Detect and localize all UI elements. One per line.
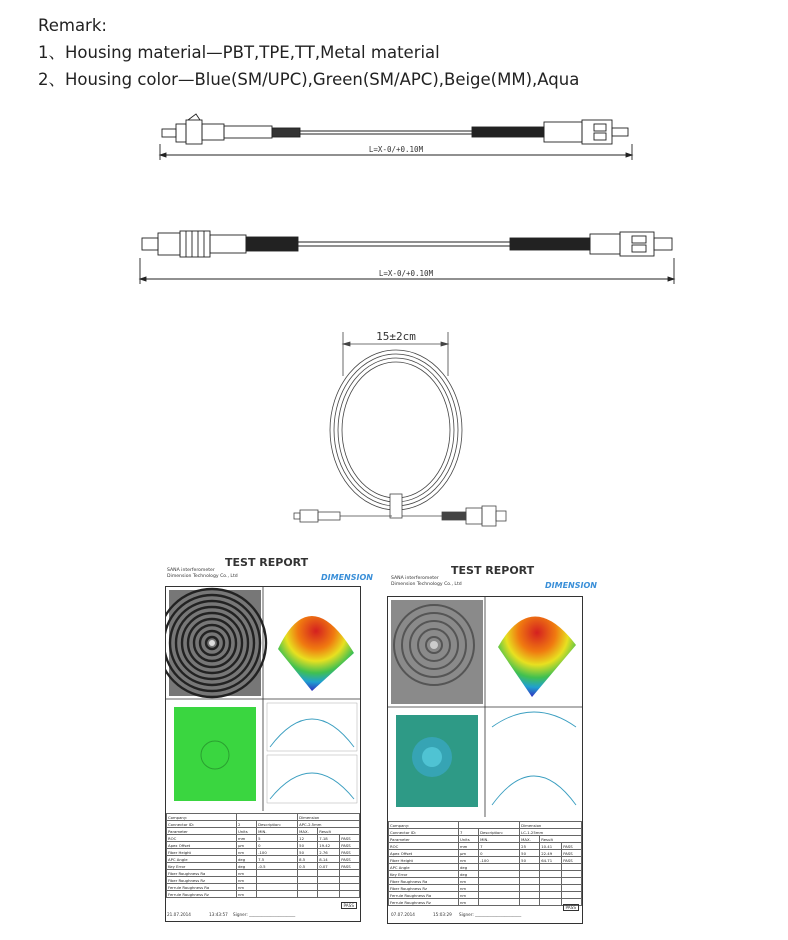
report-subtitle: SANA interferometer Dimension Technology Co., Ltd — [167, 568, 238, 579]
remark-title: Remark: — [38, 16, 107, 35]
coil-drawing — [0, 318, 788, 528]
table-row: Key Error deg — [389, 871, 582, 878]
lc-housing — [186, 120, 202, 144]
report-images — [166, 587, 360, 811]
fc-ferrule — [142, 238, 158, 250]
pass-stamp: PASS — [341, 902, 357, 909]
table-row: ROC mm 7 25 10.41 PASS — [389, 843, 582, 850]
table-row: ROC mm 5 12 7.18 PASS — [167, 835, 360, 842]
sc-boot — [510, 238, 590, 250]
report-title: TEST REPORT — [451, 564, 535, 577]
fc-boot — [246, 237, 298, 251]
profile-curves — [492, 712, 576, 805]
report-signer: Signer: ______________________ — [459, 912, 522, 917]
length-label-2: L=X-0/+0.10M — [378, 269, 434, 278]
lc-ferrule — [162, 129, 176, 137]
dimension-logo: DIMENSION — [321, 573, 373, 582]
remark-line-material: 1、Housing material—PBT,TPE,TT,Metal material — [38, 43, 440, 62]
parameter-table: Company: Dimension Connector ID: 7 Description: LC-1.25mm Parameter Units MIN. MAX. Result ROC mm 7 25 10.41 PASS Apex Offset μm 0 50 22.49 PASS Fiber Height nm -100 50 64.71 PASS APC Angle deg Key Error deg Fiber Roughness Ra nm Fiber Roughness Rz nm Ferrule Roughness Ra nm Ferrule Roughness Rz nm — [388, 821, 582, 906]
report-time: 15:03:29 — [433, 912, 452, 917]
coil-diameter-label: 15±2cm — [376, 330, 416, 343]
patch-cord-drawing-fc-sc — [0, 224, 788, 288]
patch-cord-drawing-lc-sc — [0, 110, 788, 166]
table-row: APC Angle deg — [389, 864, 582, 871]
report-date: 07.07.2014 — [391, 912, 415, 917]
table-row: Ferrule Roughness Ra nm — [167, 884, 360, 891]
report-title: TEST REPORT — [225, 556, 309, 569]
3d-surface-plot — [498, 616, 576, 697]
report-table-area — [388, 821, 582, 906]
table-row: Apex Offset μm 0 50 19.42 PASS — [167, 842, 360, 849]
table-row: Fiber Roughness Rz nm — [389, 885, 582, 892]
report-frame — [387, 596, 583, 924]
sc-ferrule — [612, 128, 628, 136]
profile-curves — [267, 703, 357, 803]
pass-stamp: PASS — [563, 904, 579, 911]
dimension-logo: DIMENSION — [545, 581, 597, 590]
report-signer: Signer: ______________________ — [233, 912, 296, 917]
table-row: Ferrule Roughness Rz nm — [167, 891, 360, 898]
3d-surface-plot — [278, 616, 354, 691]
remark-block — [38, 12, 579, 93]
lc-boot — [272, 128, 300, 137]
table-row: Key Error deg -0.5 0.5 0.07 PASS — [167, 863, 360, 870]
report-table-area — [166, 813, 360, 898]
table-row: Fiber Roughness Ra nm — [167, 870, 360, 877]
test-report-lc — [387, 556, 597, 926]
interferogram-image — [166, 589, 266, 697]
fc-nut — [180, 231, 210, 257]
table-row: APC Angle deg 7.5 8.5 8.14 PASS — [167, 856, 360, 863]
table-row: Fiber Height nm -100 50 2.76 PASS — [167, 849, 360, 856]
report-subtitle: SANA interferometer Dimension Technology Co., Ltd — [391, 576, 462, 587]
report-time: 13:43:57 — [209, 912, 228, 917]
report-frame — [165, 586, 361, 922]
cable-tie — [390, 494, 402, 518]
table-row: Fiber Roughness Rz nm — [167, 877, 360, 884]
sc-ferrule — [654, 238, 672, 250]
table-row: Apex Offset μm 0 50 22.49 PASS — [389, 850, 582, 857]
sc-boot — [472, 127, 544, 137]
report-date: 21.07.2014 — [167, 912, 191, 917]
table-row: Ferrule Roughness Ra nm — [389, 892, 582, 899]
parameter-table: Company: Dimension Connector ID: 2 Description: APC-2.5mm Parameter Units MIN. MAX. Result ROC mm 5 12 7.18 PASS Apex Offset μm 0 50 19.42 PASS Fiber Height nm -100 50 2.76 PASS APC Angle deg 7.5 8.5 8.14 PASS Key Error deg -0.5 0.5 0.07 PASS Fiber Roughness Ra nm Fiber Roughness Rz nm Ferrule Roughness Ra nm Ferrule Roughness Rz nm — [166, 813, 360, 898]
coil-loop — [330, 350, 462, 510]
table-row: Fiber Roughness Ra nm — [389, 878, 582, 885]
table-row: Ferrule Roughness Rz nm — [389, 899, 582, 906]
test-report-apc — [163, 556, 373, 926]
remark-line-color: 2、Housing color—Blue(SM/UPC),Green(SM/APC),Beige(MM),Aqua — [38, 70, 580, 89]
table-row: Fiber Height nm -100 50 64.71 PASS — [389, 857, 582, 864]
interferogram-image — [391, 600, 483, 704]
length-label-1: L=X-0/+0.10M — [368, 145, 424, 154]
fiber-end-image — [174, 707, 256, 801]
report-images — [388, 597, 582, 817]
